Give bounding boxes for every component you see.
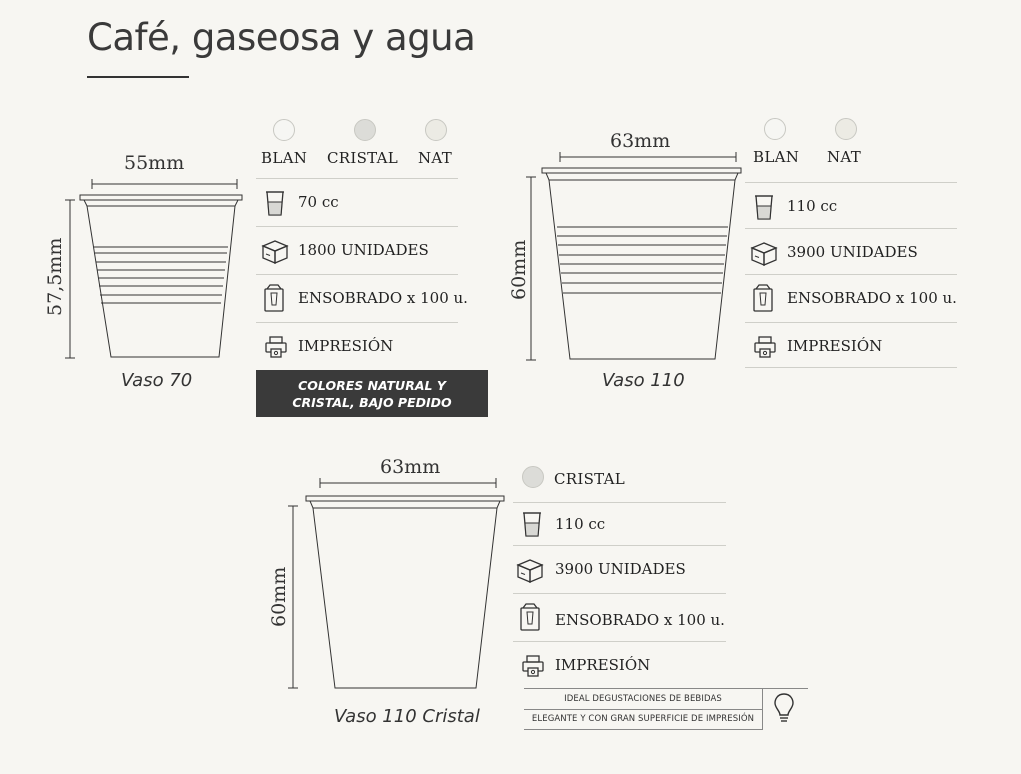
product-name: Vaso 110: [602, 370, 685, 391]
spec-units: 3900 UNIDADES: [555, 560, 686, 578]
spec-capacity: 70 cc: [298, 193, 339, 211]
color-swatch-cristal: [354, 119, 376, 141]
spec-units: 1800 UNIDADES: [298, 241, 429, 259]
ideal-divider: [762, 688, 763, 730]
height-dimension-label: 60mm: [508, 239, 530, 300]
spec-printing: IMPRESIÓN: [787, 337, 883, 355]
spec-printing: IMPRESIÓN: [555, 656, 651, 674]
ideal-use-box: [524, 688, 808, 730]
package-icon: [751, 283, 775, 313]
cup-drawing-vaso-110-cristal: [280, 478, 510, 693]
box-icon: [260, 237, 290, 265]
box-icon: [515, 556, 545, 584]
printer-icon: [521, 654, 545, 678]
width-dimension-label: 63mm: [610, 130, 671, 152]
spec-packaging: ENSOBRADO x 100 u.: [787, 289, 957, 307]
spec-row-printing: [256, 322, 458, 368]
spec-capacity: 110 cc: [787, 197, 838, 215]
height-dimension-label: 60mm: [268, 566, 290, 627]
spec-row-packaging: [256, 274, 468, 322]
spec-packaging: ENSOBRADO x 100 u.: [298, 289, 468, 307]
color-swatch-natural: [835, 118, 857, 140]
cup-capacity-icon: [521, 510, 543, 538]
spec-row-capacity: [745, 182, 957, 228]
color-swatch-blanco: [273, 119, 295, 141]
box-icon: [749, 239, 779, 267]
note-line-1: COLORES NATURAL Y: [298, 377, 446, 393]
color-swatch-blanco: [764, 118, 786, 140]
title-underline: [87, 76, 189, 78]
spec-row-units: [513, 545, 726, 593]
printer-icon: [264, 335, 288, 359]
cup-drawing-vaso-70: [60, 178, 250, 363]
spec-row-printing: [513, 641, 726, 687]
spec-row-printing: [745, 322, 957, 368]
color-label-natural: NAT: [418, 149, 453, 167]
color-swatch-cristal: [522, 466, 544, 488]
cup-drawing-vaso-110: [518, 152, 748, 367]
color-swatch-natural: [425, 119, 447, 141]
product-name: Vaso 70: [121, 370, 193, 391]
color-label-cristal: CRISTAL: [554, 470, 626, 488]
cup-capacity-icon: [264, 189, 286, 217]
width-dimension-label: 63mm: [380, 456, 441, 478]
color-label-cristal: CRISTAL: [327, 149, 399, 167]
height-dimension-label: 57,5mm: [44, 237, 66, 316]
spec-packaging: ENSOBRADO x 100 u.: [555, 611, 725, 629]
width-dimension-label: 55mm: [124, 152, 185, 174]
note-box: [256, 370, 488, 417]
spec-row-capacity: [513, 502, 726, 545]
color-label-natural: NAT: [827, 148, 862, 166]
package-icon: [518, 602, 542, 632]
printer-icon: [753, 335, 777, 359]
spec-printing: IMPRESIÓN: [298, 337, 394, 355]
spec-units: 3900 UNIDADES: [787, 243, 918, 261]
package-icon: [262, 283, 286, 313]
ideal-use-line-1: IDEAL DEGUSTACIONES DE BEBIDAS: [524, 689, 762, 710]
spec-row-capacity: [256, 178, 458, 224]
color-label-blanco: BLAN: [261, 149, 308, 167]
lightbulb-icon: [772, 692, 796, 724]
cup-capacity-icon: [753, 193, 775, 221]
spec-capacity: 110 cc: [555, 515, 606, 533]
page-title: Café, gaseosa y agua: [87, 16, 476, 59]
product-name: Vaso 110 Cristal: [334, 706, 480, 727]
spec-row-units: [256, 226, 458, 274]
spec-row-packaging: [745, 274, 957, 322]
color-label-blanco: BLAN: [753, 148, 800, 166]
note-line-2: CRISTAL, BAJO PEDIDO: [292, 394, 452, 410]
ideal-use-line-2: ELEGANTE Y CON GRAN SUPERFICIE DE IMPRESIÓN: [524, 709, 762, 730]
spec-row-packaging: [513, 593, 726, 641]
spec-row-units: [745, 228, 957, 274]
